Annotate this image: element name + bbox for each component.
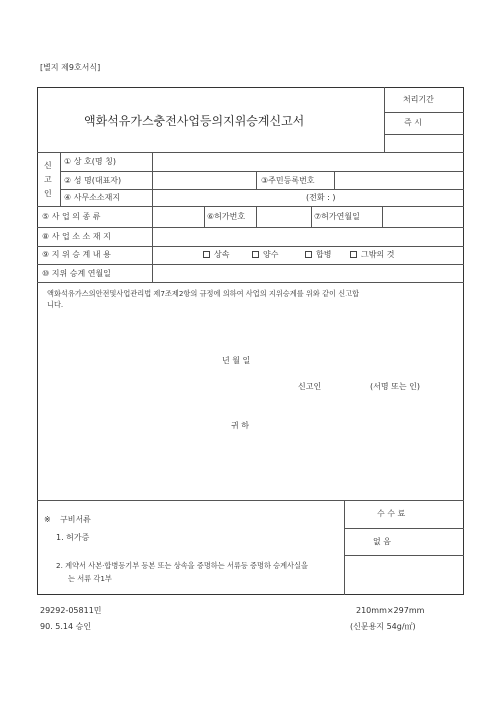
note-mark: ※	[44, 515, 51, 524]
recipient-label: 귀 하	[231, 421, 249, 430]
form-number-tag: [별지 제9호서식]	[40, 63, 101, 72]
applicant-label-3: 인	[44, 189, 52, 198]
resident-number-label: ③주민등록번호	[261, 176, 315, 185]
succession-content-label: ⑨ 지 위 승 계 내 용	[42, 250, 111, 259]
business-type-label: ⑤ 사 업 의 종 류	[42, 212, 101, 221]
checkbox-icon	[203, 251, 210, 258]
declaration-text-line2: 니다.	[47, 300, 64, 309]
option-transfer[interactable]: 양수	[252, 250, 278, 260]
processing-period-value: 즉 시	[404, 118, 422, 127]
declaration-date: 년 월 일	[222, 356, 251, 365]
applicant-label-1: 신	[44, 161, 52, 170]
option-inheritance[interactable]: 상속	[203, 250, 229, 260]
office-address-label: ④ 사무소소재지	[64, 193, 121, 202]
required-document-1: 1. 허가증	[56, 533, 90, 542]
checkbox-icon	[305, 251, 312, 258]
required-document-2-line1: 2. 계약서 사본·합병등기부 등본 또는 상속을 증명하는 서류등 증명하 승계사실을	[56, 561, 308, 570]
trade-name-label: ① 상 호(명 칭)	[64, 157, 116, 166]
phone-label: (전화 : )	[306, 193, 336, 202]
processing-period-label: 처리기간	[403, 95, 434, 104]
applicant-label-2: 고	[44, 175, 52, 184]
paper-size: 210mm×297mm	[356, 606, 425, 615]
signature-label: (서명 또는 인)	[370, 382, 420, 391]
form-title: 액화석유가스충전사업등의지위승계신고서	[84, 114, 305, 128]
checkbox-icon	[350, 251, 357, 258]
approval-date: 90. 5.14 승인	[40, 622, 92, 631]
paper-type: (신문용지 54g/㎡)	[350, 622, 416, 631]
required-document-2-line2: 는 서류 각1부	[68, 574, 112, 583]
required-documents-heading: 구비서류	[60, 515, 91, 524]
option-merger[interactable]: 합병	[305, 250, 331, 260]
business-location-label: ⑧ 사 업 소 소 재 지	[42, 232, 111, 241]
representative-name-label: ② 성 명(대표자)	[64, 176, 122, 185]
declarant-label: 신고인	[298, 382, 322, 391]
declaration-text-line1: 액화석유가스의안전및사업관리법 제7조제2항의 규정에 의하여 사업의 지위승계를 위와 같이 신고합	[47, 289, 360, 298]
permit-date-label: ⑦허가연월일	[314, 212, 360, 221]
checkbox-icon	[252, 251, 259, 258]
option-other[interactable]: 그밖의 것	[350, 250, 394, 260]
permit-number-label: ⑥허가번호	[207, 212, 246, 221]
fee-label: 수 수 료	[377, 509, 406, 518]
succession-date-label: ⑩ 지위 승계 연월일	[42, 269, 111, 278]
fee-value: 없 음	[373, 537, 391, 546]
form-code: 29292-05811민	[40, 606, 102, 615]
